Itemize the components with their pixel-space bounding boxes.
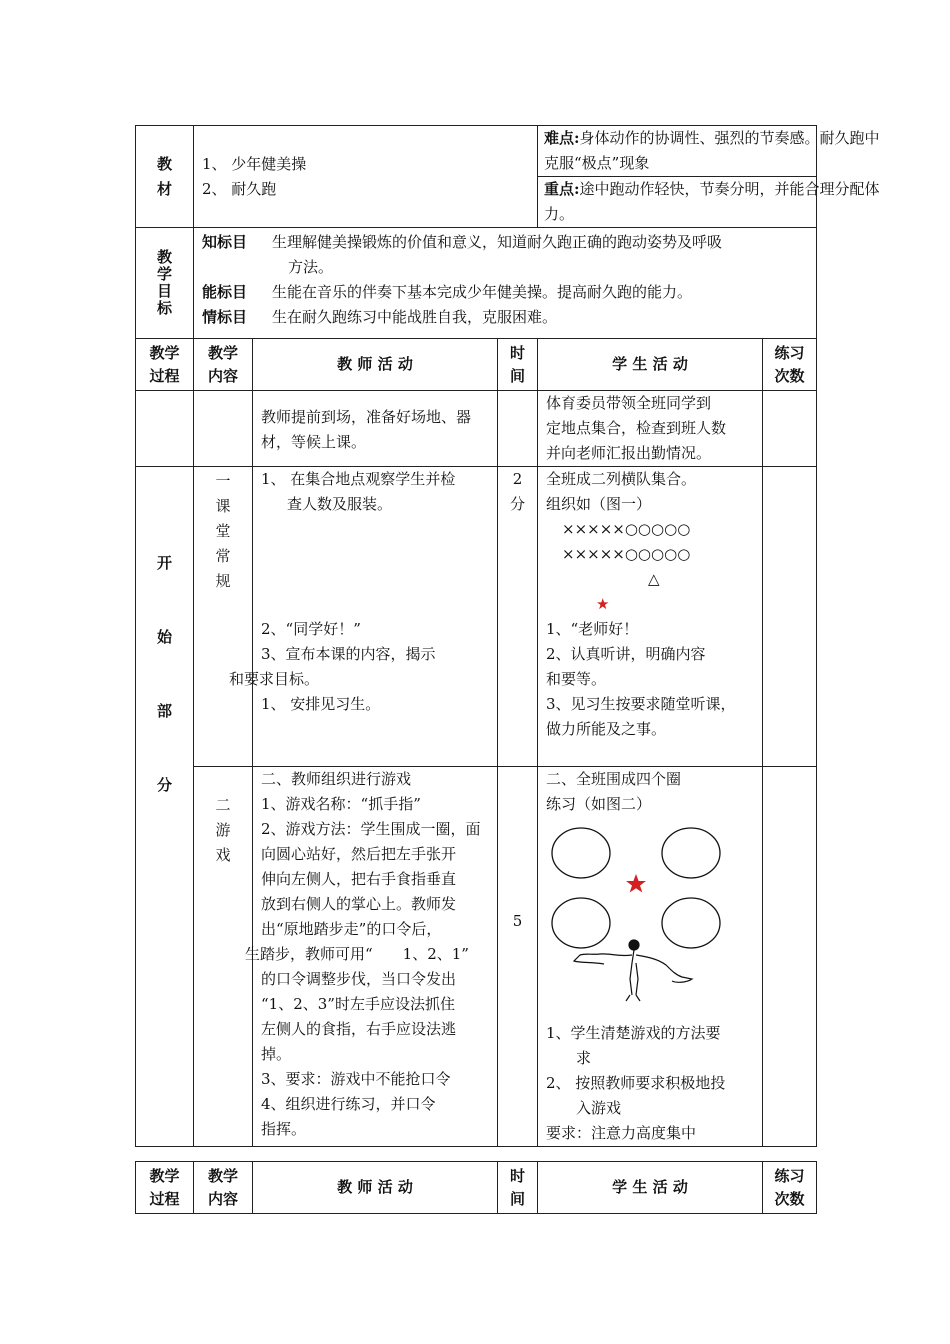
materials-items-cell: [194, 126, 538, 228]
routine-reps: [763, 467, 817, 767]
star-icon: ★: [596, 595, 610, 613]
header-student: 学 生 活 动: [538, 339, 763, 391]
header-student: 学 生 活 动: [538, 1162, 763, 1214]
header-content: 教学 内容: [194, 1162, 253, 1214]
objectives-label-cell: [136, 228, 194, 339]
objectives-cell: [194, 228, 817, 339]
prep-time: [498, 391, 538, 467]
game-time: 5: [498, 767, 538, 1147]
header-teacher: 教 师 活 动: [253, 1162, 498, 1214]
objective-label: 知标目: [202, 233, 248, 251]
routine-time: 2 分: [498, 467, 538, 767]
column-header-row: [136, 339, 817, 391]
game-content: 二 游 戏: [194, 767, 253, 1147]
formation-row: ×××××○○○○○: [562, 520, 691, 538]
objective-text: 生能在音乐的伴奏下基本完成少年健美操。提高耐久跑的能力。: [272, 283, 693, 301]
header-time: 时 间: [498, 339, 538, 391]
objective-label: 情标目: [202, 308, 248, 326]
prep-student: 体育委员带领全班同学到 定地点集合，检查到班人数 并向老师汇报出勤情况。: [538, 391, 763, 467]
materials-label-1: 教: [156, 154, 172, 173]
objectives-label: 教学目标: [156, 248, 172, 317]
routine-row: [136, 467, 817, 767]
start-section-label: 开 始 部 分: [136, 467, 194, 1147]
game-formation-diagram: [546, 821, 756, 1017]
star-icon: [626, 874, 646, 893]
objective-text: 生在耐久跑练习中能战胜自我，克服困难。: [272, 308, 558, 326]
header-content: 教学 内容: [194, 339, 253, 391]
difficulty-text: 克服“极点”现象: [544, 154, 650, 172]
game-row: [136, 767, 817, 1147]
routine-student: 全班成二列横队集合。 组织如（图一） ×××××○○○○○ ×××××○○○○○ △ ★ 1、“老师好！ 2、认真听讲，明确内容 和要等。 3、见习生按要求随堂听课， 做力所能及之事。: [538, 467, 763, 767]
circle-group: [662, 828, 720, 878]
prep-row: [136, 391, 817, 467]
prep-reps: [763, 391, 817, 467]
difficulty-cell: [538, 126, 880, 177]
game-student: 二、全班围成四个圈 练习（如图二） 1、学生清楚游戏的方法要 求 2、 按照教师要求积极地投 入游戏 要求：注意力高度集中: [538, 767, 763, 1147]
materials-label-cell: [136, 126, 194, 228]
key-point-cell: [538, 177, 880, 228]
circle-group: [552, 898, 610, 948]
teacher-triangle: △: [648, 570, 660, 588]
header-time: 时 间: [498, 1162, 538, 1214]
difficulty-text: 身体动作的协调性、强烈的节奏感。耐久跑中: [579, 129, 880, 147]
header-process: 教学 过程: [136, 1162, 194, 1214]
materials-label-2: 材: [156, 179, 172, 198]
header-process: 教学 过程: [136, 339, 194, 391]
circle-group: [662, 898, 720, 948]
routine-teacher: 1、 在集合地点观察学生并检 查人数及服装。 2、“同学好！” 3、宣布本课的内容，揭示 和要求目标。 1、 安排见习生。: [253, 467, 498, 767]
formation-row: ×××××○○○○○: [562, 545, 691, 563]
difficulty-label: 难点:: [544, 129, 580, 147]
header-reps: 练习 次数: [763, 1162, 817, 1214]
prep-process: [136, 391, 194, 467]
column-header-row: [136, 1162, 817, 1214]
objective-text-cont: 方法。: [288, 258, 334, 276]
dancer-figure-icon: [574, 940, 692, 1001]
objective-text: 生理解健美操锻炼的价值和意义，知道耐久跑正确的跑动姿势及呼吸: [272, 233, 723, 251]
game-teacher: 二、教师组织进行游戏 1、游戏名称：“抓手指” 2、游戏方法：学生围成一圈，面 向圆心站好，然后把左手张开 伸向左侧人，把右手食指垂直 放到右侧人的掌心上。教师发 出“原地踏步走”的口令后， 生踏步，教师可用“ 1、2、1” 的口令调整步伐，当口令发出 “1、2、3”时左手应设法抓住 左侧人的食指，右手应设法逃 掉。 3、要求：游戏中不能抢口令 4、组织进行练习，并口令 指挥。: [253, 767, 498, 1147]
key-point-label: 重点:: [544, 180, 580, 198]
prep-teacher: 教师提前到场，准备好场地、器 材，等候上课。: [253, 391, 498, 467]
routine-content: 一 课 堂 常 规: [194, 467, 253, 767]
prep-content: [194, 391, 253, 467]
header-teacher: 教 师 活 动: [253, 339, 498, 391]
key-point-text: 力。: [544, 205, 575, 223]
game-reps: [763, 767, 817, 1147]
lesson-plan-table: [135, 125, 880, 1147]
key-point-text: 途中跑动作轻快，节奏分明，并能合理分配体: [579, 180, 880, 198]
circle-group: [552, 828, 610, 878]
material-item: 2、 耐久跑: [202, 179, 277, 198]
lesson-plan-table-continued: [135, 1161, 817, 1214]
header-reps: 练习 次数: [763, 339, 817, 391]
objective-label: 能标目: [202, 283, 248, 301]
material-item: 1、 少年健美操: [202, 154, 307, 173]
